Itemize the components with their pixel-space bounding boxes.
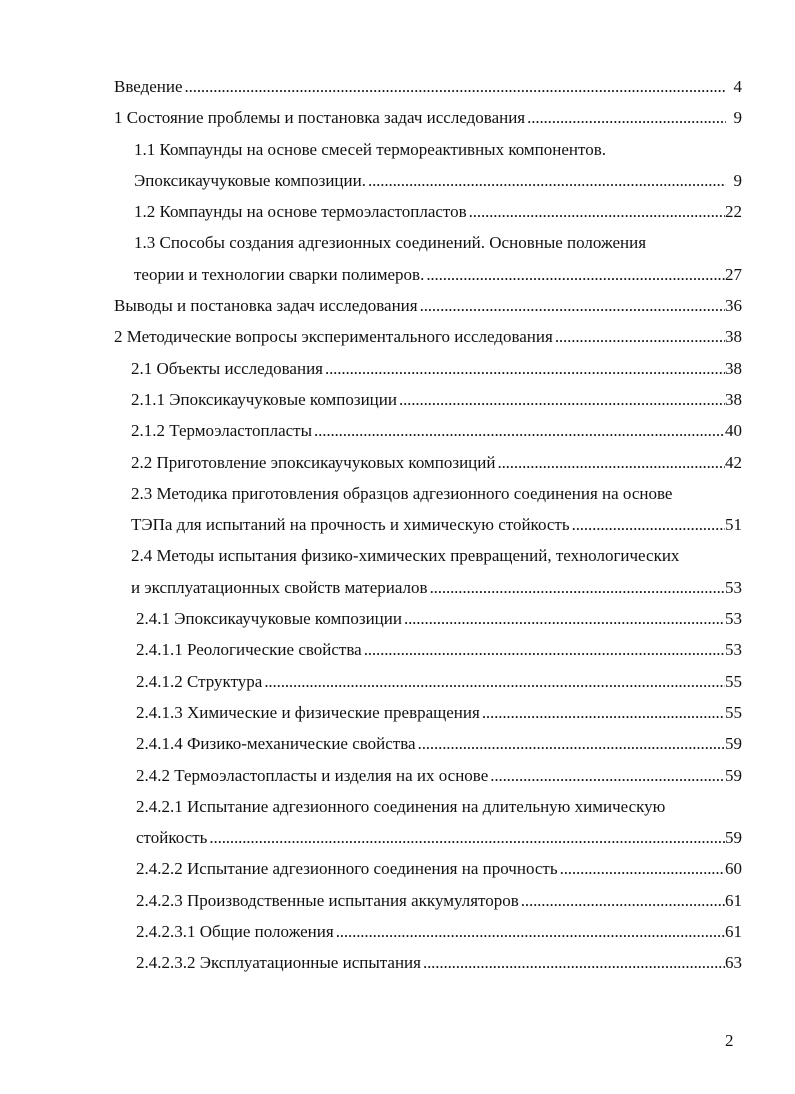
dot-leader xyxy=(519,885,725,916)
dot-leader xyxy=(323,353,725,384)
dot-leader xyxy=(570,509,725,540)
dot-leader xyxy=(183,71,726,102)
dot-leader xyxy=(366,165,726,196)
toc-entry-page: 53 xyxy=(725,609,742,629)
toc-entry-line xyxy=(114,384,742,415)
toc-entry-title: Эпоксикаучуковые композиции. xyxy=(134,170,366,190)
toc-entry-line xyxy=(114,697,742,728)
toc-entry-title: теории и технологии сварки полимеров. xyxy=(134,264,425,284)
dot-leader xyxy=(397,384,725,415)
dot-leader xyxy=(488,760,725,791)
toc-entry xyxy=(114,321,742,352)
toc-entry-title: Выводы и постановка задач исследования xyxy=(114,296,418,316)
toc-entry xyxy=(114,697,742,728)
toc-entry-line xyxy=(114,290,742,321)
toc-entry-page: 53 xyxy=(725,640,742,660)
toc-entry-line xyxy=(114,540,742,571)
toc-entry-line xyxy=(114,259,742,290)
toc-entry-line xyxy=(114,728,742,759)
toc-entry-page: 22 xyxy=(725,202,742,222)
toc-entry-title: 2.1.1 Эпоксикаучуковые композиции xyxy=(131,389,397,409)
toc-entry xyxy=(114,634,742,665)
dot-leader xyxy=(421,947,725,978)
toc-entry xyxy=(114,102,742,133)
toc-entry xyxy=(114,853,742,884)
toc-entry xyxy=(114,885,742,916)
toc-entry xyxy=(114,134,742,197)
toc-entry-line xyxy=(114,853,742,884)
toc-entry-page: 40 xyxy=(725,421,742,441)
toc-entry-page: 9 xyxy=(733,108,742,128)
toc-entry-title: 2.4 Методы испытания физико-химических превращений, технологических xyxy=(131,546,680,566)
toc-entry-title: 2.4.1.3 Химические и физические превращения xyxy=(136,702,480,722)
toc-entry-page: 61 xyxy=(725,922,742,942)
dot-leader xyxy=(480,697,725,728)
dot-leader xyxy=(416,728,725,759)
toc-entry xyxy=(114,196,742,227)
toc-entry-line xyxy=(114,71,742,102)
toc-entry-title: ТЭПа для испытаний на прочность и химическую стойкость xyxy=(131,515,570,535)
toc-entry-page: 38 xyxy=(725,358,742,378)
toc-entry-title: 2.3 Методика приготовления образцов адгезионного соединения на основе xyxy=(131,483,673,503)
toc-entry-line xyxy=(114,196,742,227)
toc-entry xyxy=(114,666,742,697)
toc-entry xyxy=(114,916,742,947)
toc-entry-page: 55 xyxy=(725,702,742,722)
dot-leader xyxy=(402,603,725,634)
toc-entry-line xyxy=(114,885,742,916)
dot-leader xyxy=(525,102,726,133)
dot-leader xyxy=(362,634,725,665)
toc-entry-title: 2.1.2 Термоэластопласты xyxy=(131,421,313,441)
toc-entry-line xyxy=(114,760,742,791)
toc-entry-title: и эксплуатационных свойств материалов xyxy=(131,577,428,597)
toc-entry-title: 2.4.1.4 Физико-механические свойства xyxy=(136,734,416,754)
dot-leader xyxy=(558,853,725,884)
toc-entry-line xyxy=(114,478,742,509)
toc-entry-line xyxy=(114,447,742,478)
toc-entry xyxy=(114,478,742,541)
toc-entry-line xyxy=(114,822,742,853)
dot-leader xyxy=(467,196,725,227)
toc-entry-title: стойкость xyxy=(136,828,208,848)
toc-entry-title: Введение xyxy=(114,77,183,96)
toc-entry-line xyxy=(114,916,742,947)
toc-entry-line xyxy=(114,634,742,665)
toc-entry xyxy=(114,760,742,791)
toc-entry xyxy=(114,227,742,290)
toc-entry-page: 4 xyxy=(733,77,742,96)
toc-entry-page: 60 xyxy=(725,859,742,879)
dot-leader xyxy=(207,822,725,853)
toc-entry xyxy=(114,384,742,415)
toc-entry-page: 36 xyxy=(725,296,742,316)
toc-entry-page: 55 xyxy=(725,671,742,691)
toc-entry xyxy=(114,71,742,102)
toc-entry-line xyxy=(114,102,742,133)
toc-entry-line xyxy=(114,415,742,446)
toc-entry-title: 1.1 Компаунды на основе смесей термореактивных компонентов. xyxy=(134,139,607,159)
toc-entry xyxy=(114,447,742,478)
dot-leader xyxy=(424,259,725,290)
dot-leader xyxy=(418,290,725,321)
toc-entry-line xyxy=(114,134,742,165)
toc-entry-page: 61 xyxy=(725,890,742,910)
toc-entry-line xyxy=(114,791,742,822)
toc-entry xyxy=(114,728,742,759)
toc-entry-line xyxy=(114,666,742,697)
toc-entry-page: 9 xyxy=(733,170,742,190)
toc-entry-title: 2.4.1.2 Структура xyxy=(136,671,263,691)
dot-leader xyxy=(428,572,725,603)
toc-entry-line xyxy=(114,572,742,603)
toc-entry-title: 1 Состояние проблемы и постановка задач исследования xyxy=(114,108,526,128)
toc-entry-line xyxy=(114,353,742,384)
toc-entry-page: 59 xyxy=(725,765,742,785)
toc-entry-line xyxy=(114,509,742,540)
table-of-contents xyxy=(114,71,742,979)
toc-entry-title: 2.4.2 Термоэластопласты и изделия на их основе xyxy=(136,765,489,785)
toc-entry-page: 42 xyxy=(725,452,742,472)
toc-entry-line xyxy=(114,947,742,978)
toc-entry-title: 2.4.2.3.2 Эксплуатационные испытания xyxy=(136,953,421,973)
toc-entry-title: 2.4.2.3.1 Общие положения xyxy=(136,922,334,942)
dot-leader xyxy=(553,321,725,352)
toc-entry-title: 1.3 Способы создания адгезионных соединений. Основные положения xyxy=(134,233,647,253)
dot-leader xyxy=(312,415,725,446)
toc-entry xyxy=(114,791,742,854)
toc-entry-page: 59 xyxy=(725,828,742,848)
toc-entry-line xyxy=(114,165,742,196)
toc-entry-page: 27 xyxy=(725,264,742,284)
toc-entry-title: 2.4.2.2 Испытание адгезионного соединения на прочность xyxy=(136,859,558,879)
toc-entry xyxy=(114,415,742,446)
toc-entry-page: 38 xyxy=(725,389,742,409)
toc-entry-title: 1.2 Компаунды на основе термоэластопластов xyxy=(134,202,467,222)
dot-leader xyxy=(495,447,725,478)
page-number: 2 xyxy=(725,1031,734,1050)
toc-entry-page: 59 xyxy=(725,734,742,754)
toc-entry-title: 2.4.1 Эпоксикаучуковые композиции xyxy=(136,609,402,629)
toc-entry-page: 53 xyxy=(725,577,742,597)
toc-entry xyxy=(114,290,742,321)
dot-leader xyxy=(334,916,725,947)
toc-entry-page: 51 xyxy=(725,515,742,535)
toc-entry-title: 2.4.1.1 Реологические свойства xyxy=(136,640,362,660)
toc-entry-title: 2.1 Объекты исследования xyxy=(131,358,323,378)
toc-entry xyxy=(114,947,742,978)
toc-entry-title: 2 Методические вопросы экспериментального исследования xyxy=(114,327,553,347)
toc-entry xyxy=(114,603,742,634)
toc-entry-line xyxy=(114,603,742,634)
toc-entry-page: 38 xyxy=(725,327,742,347)
toc-entry xyxy=(114,540,742,603)
toc-entry-title: 2.4.2.1 Испытание адгезионного соединения на длительную химическую xyxy=(136,796,666,816)
toc-entry-page: 63 xyxy=(725,953,742,973)
toc-entry-line xyxy=(114,227,742,258)
toc-entry-title: 2.4.2.3 Производственные испытания аккумуляторов xyxy=(136,890,519,910)
toc-entry-line xyxy=(114,321,742,352)
toc-entry-title: 2.2 Приготовление эпоксикаучуковых композиций xyxy=(131,452,496,472)
toc-entry xyxy=(114,353,742,384)
dot-leader xyxy=(262,666,725,697)
